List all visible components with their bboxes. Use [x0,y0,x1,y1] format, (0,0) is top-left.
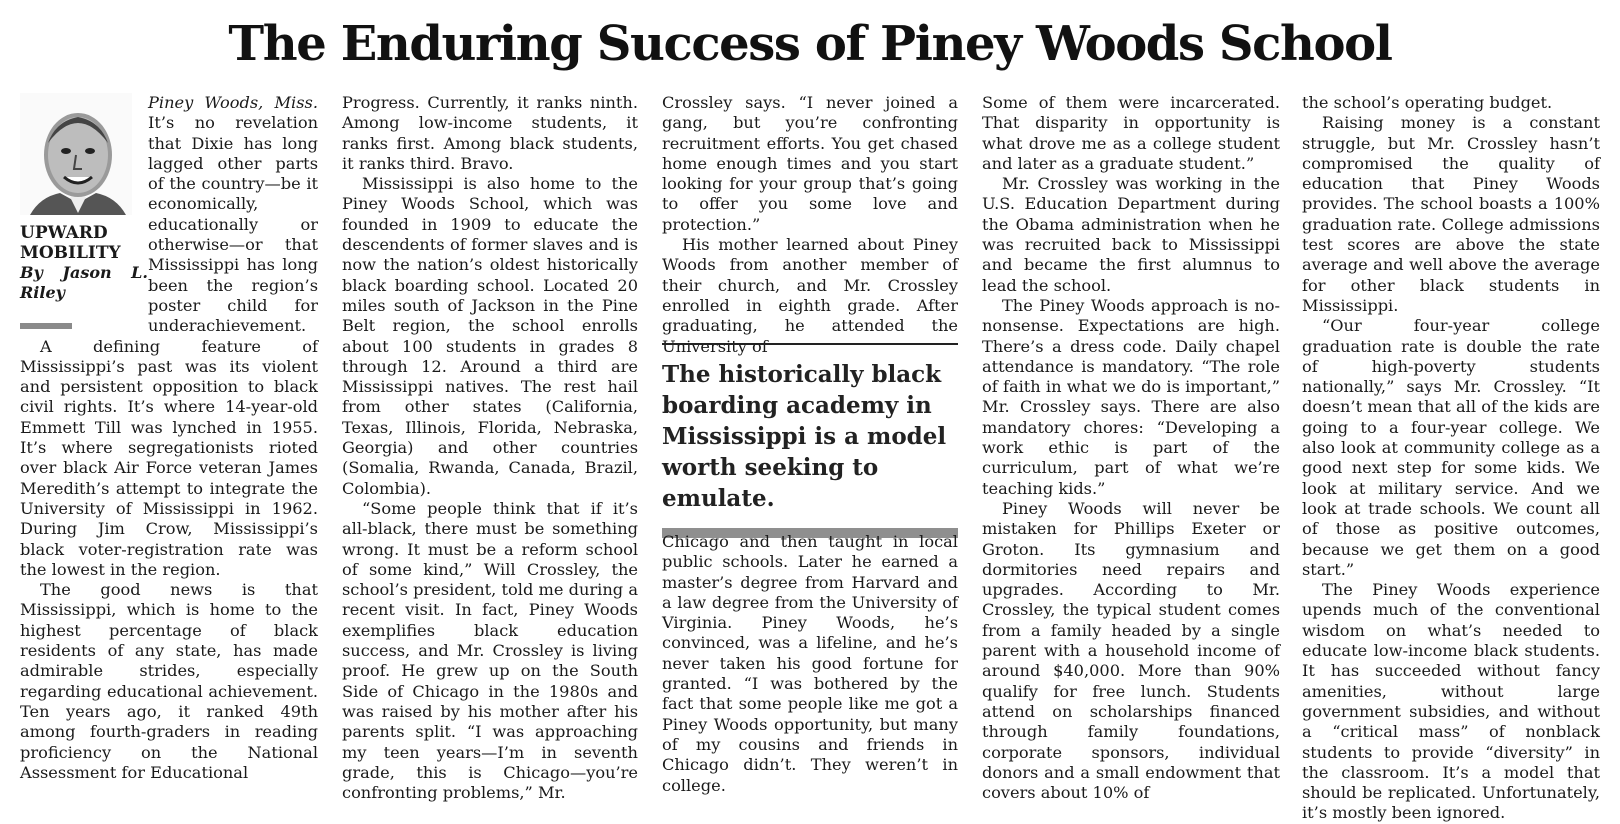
article-column-4 [982,93,1280,803]
paragraph: “Some people think that if it’s all-black, there must be something wrong. It must be a reform school of some kind,” Will Crossley, the school’s president, told me during a recent visit. In fact, Piney Woods exemplifies black education success, and Mr. Crossley is living proof. He grew up on the South Side of Chicago in the 1980s and was raised by his mother after his parents split. “I was approaching my teen years—I’m in seventh grade, this is Chicago—you’re confronting problems,” Mr. [342,498,638,803]
paragraph: “Our four-year college graduation rate is double the rate of high-poverty students nationally,” says Mr. Crossley. “It doesn’t mean that all of the kids are going to a four-year college. We also look at community college as a good next step for some kids. We look at military service. And we look at trade schools. We count all of those as positive outcomes, because we get them on a good start.” [1302,316,1600,579]
paragraph: The Piney Woods experience upends much of the conventional wisdom on what’s needed to educate low-income black students. It has succeeded without fancy amenities, without large government subsidies, and without a “critical mass” of nonblack students to provide “diversity” in the classroom. It’s a model that should be replicated. Unfortunately, it’s mostly been ignored. [1302,580,1600,823]
author-portrait-drawing [20,93,132,215]
headline: The Enduring Success of Piney Woods School [228,16,1392,72]
article-column-3-continued [662,532,958,796]
pull-quote-text: The historically black boarding academy in Mississippi is a model worth seeking to emulate. [662,361,947,512]
article-column-1 [20,93,318,783]
lead-paragraph [148,93,318,337]
article-column-5 [1302,93,1600,824]
lead-text: It’s no revelation that Dixie has long lagged other parts of the country—be it economically, educationally or otherwise—or that Mississippi has long been the region’s poster child for underachievement. [148,113,318,336]
dateline: Piney Woods, Miss. [148,93,318,112]
article-column-2 [342,93,638,803]
byline-rule [20,323,72,329]
paragraph: The good news is that Mississippi, which is home to the highest percentage of black residents of any state, has made admirable strides, especially regarding educational achievement. Ten years ago, it ranked 49th among fourth-graders in reading proficiency on the National Assessment for Educational [20,580,318,782]
pull-quote [662,343,958,538]
paragraph: the school’s operating budget. [1302,93,1553,112]
author-portrait [20,93,132,215]
author-sidebar [20,93,148,337]
column-name: UPWARD MOBILITY [20,223,121,263]
paragraph: Chicago and then taught in local public schools. Later he earned a master’s degree from Harvard and a law degree from the University of Virginia. Piney Woods, he’s convinced, was a lifeline, and he’s never taken his good fortune for granted. “I was bothered by the fact that some people like me got a Piney Woods opportunity, but many of my cousins and friends in Chicago didn’t. They weren’t in college. [662,532,958,795]
paragraph: Raising money is a constant struggle, but Mr. Crossley hasn’t compromised the quality of education that Piney Woods provides. The school boasts a 100% graduation rate. College admissions test scores are above the state average and well above the average for other black students in Mississippi. [1302,113,1600,315]
paragraph: His mother learned about Piney Woods from another member of their church, and Mr. Crossley enrolled in eighth grade. After graduating, he attended the University of [662,235,958,356]
byline: By Jason L. Riley [20,263,148,302]
article-column-3 [662,93,958,357]
paragraph: Some of them were incarcerated. That disparity in opportunity is what drove me as a college student and later as a graduate student.” [982,93,1280,173]
paragraph: A defining feature of Mississippi’s past was its violent and persistent opposition to black civil rights. It’s where 14-year-old Emmett Till was lynched in 1955. It’s where segregationists rioted over black Air Force veteran James Meredith’s attempt to integrate the University of Mississippi in 1962. During Jim Crow, Mississippi’s black voter-registration rate was the lowest in the region. [20,336,318,579]
paragraph: Progress. Currently, it ranks ninth. Among low-income students, it ranks first. Among black students, it ranks third. Bravo. [342,93,638,173]
paragraph: Mississippi is also home to the Piney Woods School, which was founded in 1909 to educate the descendents of former slaves and is now the nation’s oldest historically black boarding school. Located 20 miles south of Jackson in the Pine Belt region, the school enrolls about 100 students in grades 8 through 12. Around a third are Mississippi natives. The rest hail from other states (California, Texas, Illinois, Florida, Nebraska, Georgia) and other countries (Somalia, Rwanda, Canada, Brazil, Colombia). [342,174,638,498]
paragraph: Mr. Crossley was working in the U.S. Education Department during the Obama administration when he was recruited back to Mississippi and became the first alumnus to lead the school. [982,174,1280,295]
paragraph: Piney Woods will never be mistaken for Phillips Exeter or Groton. Its gymnasium and dormitories need repairs and upgrades. According to Mr. Crossley, the typical student comes from a family headed by a single parent with a household income of around $40,000. More than 90% qualify for free lunch. Students attend on scholarships financed through family foundations, corporate sponsors, individual donors and a small endowment that covers about 10% of [982,498,1280,803]
paragraph: The Piney Woods approach is no-nonsense. Expectations are high. There’s a dress code. Daily chapel attendance is mandatory. “The role of faith in what we do is important,” Mr. Crossley says. There are also mandatory chores: “Developing a work ethic is part of the curriculum, part of what we’re teaching kids.” [982,295,1280,498]
paragraph: Crossley says. “I never joined a gang, but you’re confronting recruitment efforts. You get chased home enough times and you start looking for your group that’s going to offer you some love and protection.” [662,93,958,234]
